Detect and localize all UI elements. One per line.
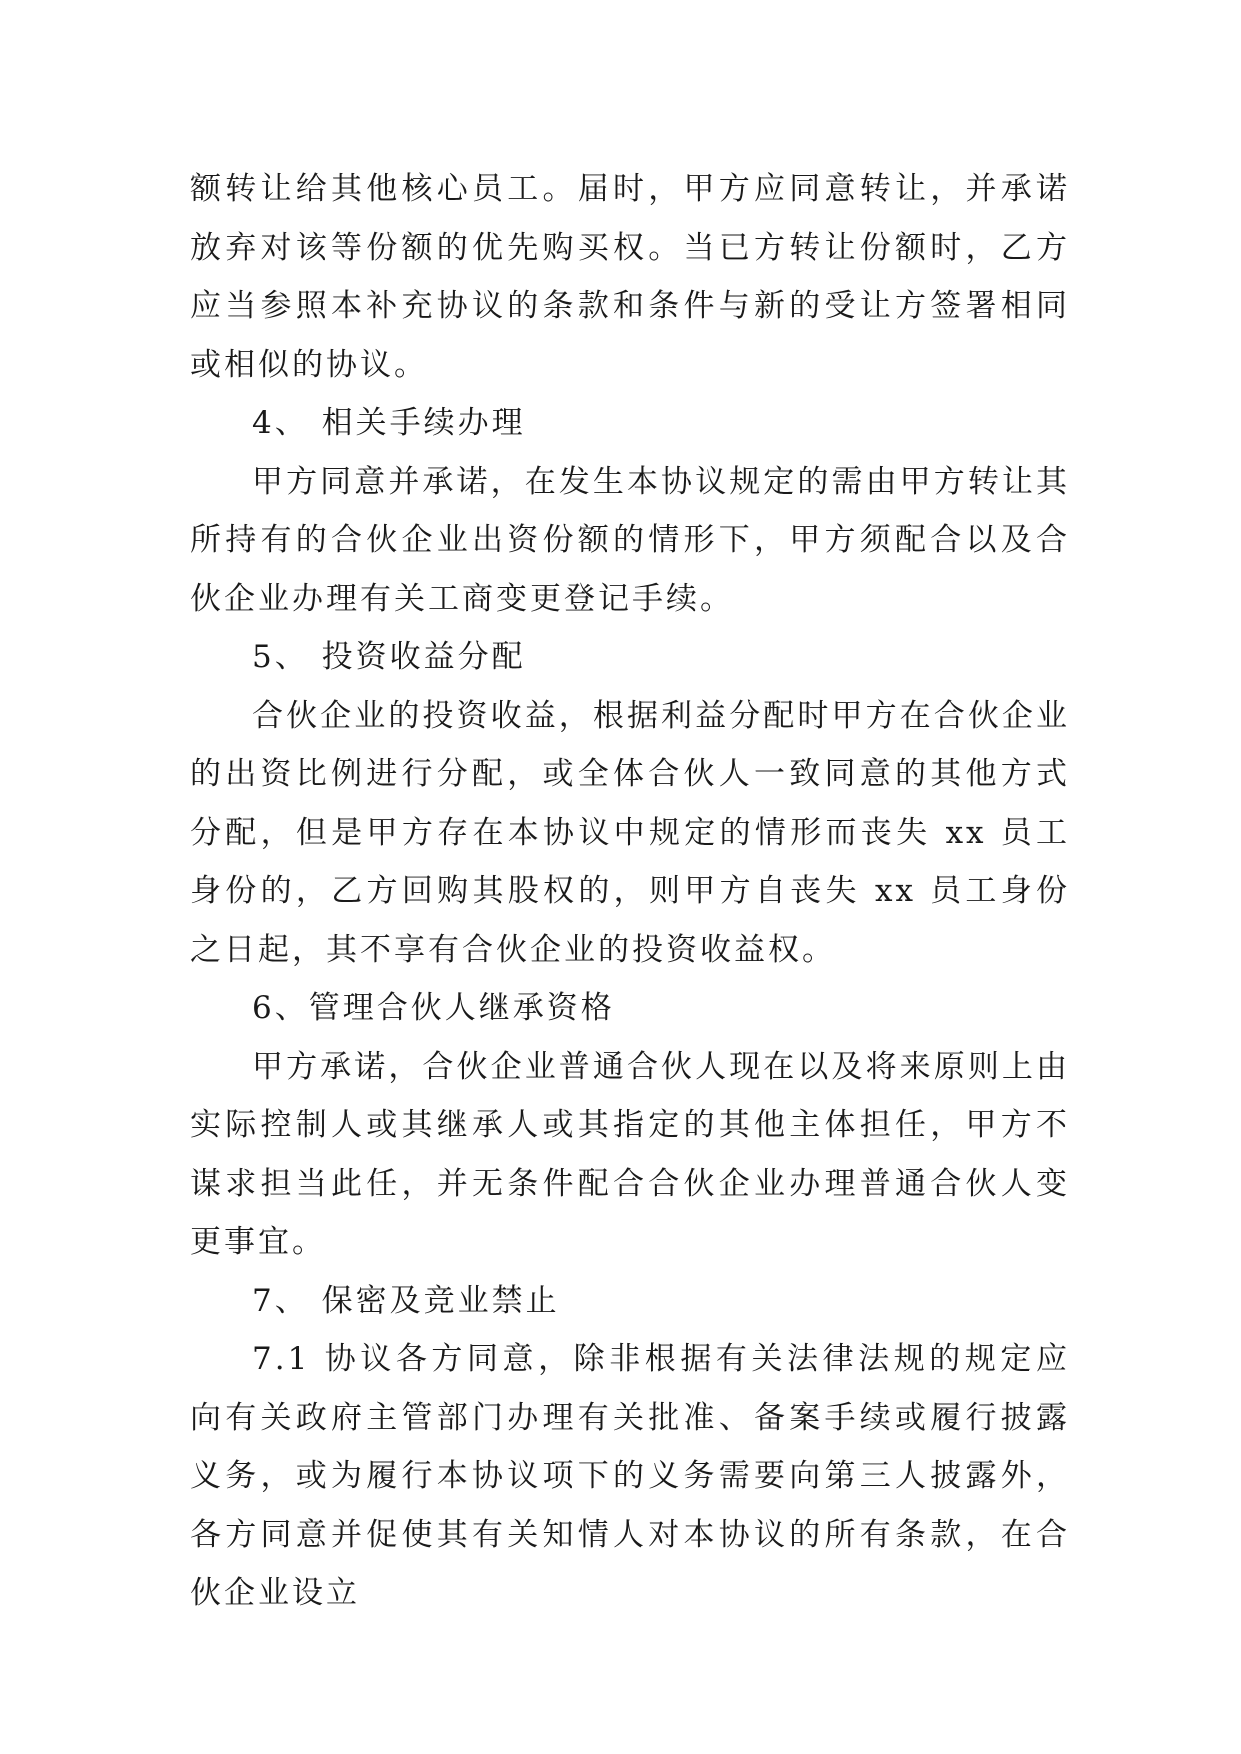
document-body xyxy=(190,160,1070,1623)
paragraph-section-5: 合伙企业的投资收益，根据利益分配时甲方在合伙企业的出资比例进行分配，或全体合伙人一致同意的其他方式分配，但是甲方存在本协议中规定的情形而丧失 xx 员工身份的，乙方回购其股权的，则甲方自丧失 xx 员工身份之日起，其不享有合伙企业的投资收益权。 xyxy=(190,697,1070,968)
paragraph-section-6: 甲方承诺，合伙企业普通合伙人现在以及将来原则上由实际控制人或其继承人或其指定的其他主体担任，甲方不谋求担当此任，并无条件配合合伙企业办理普通合伙人变更事宜。 xyxy=(190,1048,1070,1260)
paragraph-continuation: 额转让给其他核心员工。届时，甲方应同意转让，并承诺放弃对该等份额的优先购买权。当已方转让份额时，乙方应当参照本补充协议的条款和条件与新的受让方签署相同或相似的协议。 xyxy=(190,171,1070,383)
paragraph-section-4: 甲方同意并承诺，在发生本协议规定的需由甲方转让其所持有的合伙企业出资份额的情形下，甲方须配合以及合伙企业办理有关工商变更登记手续。 xyxy=(190,463,1070,617)
section-heading-4: 4、 相关手续办理 xyxy=(252,405,526,441)
section-heading-6: 6、管理合伙人继承资格 xyxy=(252,990,615,1026)
section-heading-7: 7、 保密及竞业禁止 xyxy=(252,1282,560,1319)
section-heading-5: 5、 投资收益分配 xyxy=(252,639,526,675)
paragraph-section-7-1: 7.1 协议各方同意，除非根据有关法律法规的规定应向有关政府主管部门办理有关批准、备案手续或履行披露义务，或为履行本协议项下的义务需要向第三人披露外，各方同意并促使其有关知情人对本协议的所有条款，在合伙企业设立 xyxy=(190,1341,1070,1611)
